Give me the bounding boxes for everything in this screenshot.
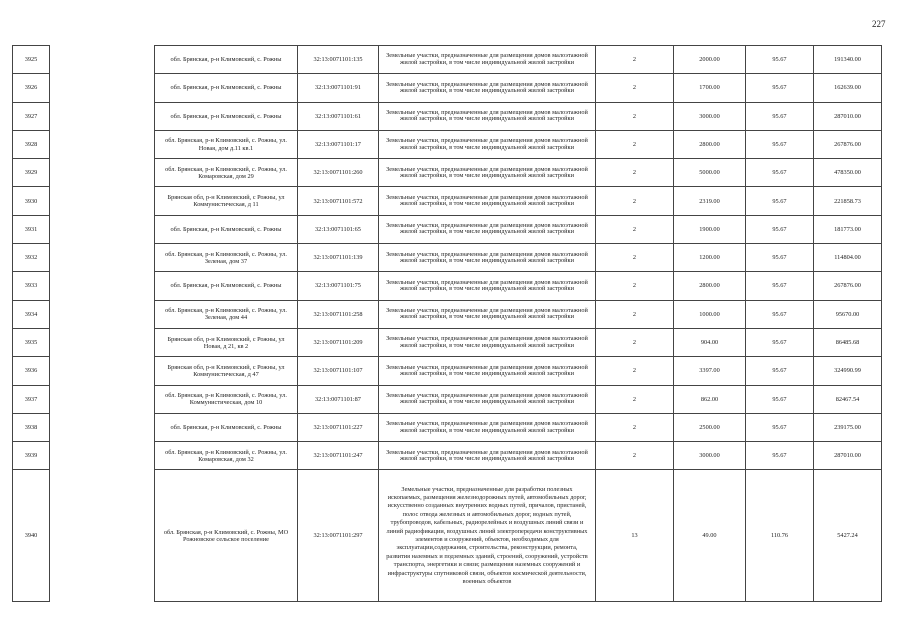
table-row	[13, 272, 882, 300]
gap-cell	[50, 300, 155, 328]
specific-value-cell: 95.67	[746, 187, 814, 215]
land-use-cell: Земельные участки, предназначенные для размещения домов малоэтажной жилой застройки, в том числе индивидуальной жилой застройки	[379, 357, 596, 385]
table-row	[13, 102, 882, 130]
gap-cell	[50, 442, 155, 470]
specific-value-cell: 95.67	[746, 300, 814, 328]
specific-value-cell: 95.67	[746, 130, 814, 158]
row-number-cell: 3940	[13, 470, 50, 602]
address-cell: обл. Брянская, р-н Климовский, с. Рожны	[155, 215, 298, 243]
cadastral-number-cell: 32:13:0071101:17	[298, 130, 379, 158]
land-use-cell: Земельные участки, предназначенные для размещения домов малоэтажной жилой застройки, в том числе индивидуальной жилой застройки	[379, 442, 596, 470]
group-cell: 2	[596, 46, 674, 74]
gap-cell	[50, 385, 155, 413]
cadastral-number-cell: 32:13:0071101:247	[298, 442, 379, 470]
cadastral-value-cell: 324990.99	[814, 357, 882, 385]
area-cell: 904.00	[674, 328, 746, 356]
cadastral-value-cell: 287010.00	[814, 102, 882, 130]
area-cell: 1900.00	[674, 215, 746, 243]
address-cell: обл. Брянская, р-н Климовский, с. Рожны, ул. Зеленая, дом 44	[155, 300, 298, 328]
cadastral-value-cell: 191340.00	[814, 46, 882, 74]
cadastral-number-cell: 32:13:0071101:107	[298, 357, 379, 385]
table-row	[13, 413, 882, 441]
cadastral-value-cell: 267876.00	[814, 130, 882, 158]
group-cell: 2	[596, 357, 674, 385]
cadastral-value-cell: 114804.00	[814, 244, 882, 272]
table-row	[13, 187, 882, 215]
row-number-cell: 3935	[13, 328, 50, 356]
cadastral-value-cell: 287010.00	[814, 442, 882, 470]
table-row	[13, 159, 882, 187]
area-cell: 1700.00	[674, 74, 746, 102]
cadastral-number-cell: 32:13:0071101:209	[298, 328, 379, 356]
area-cell: 3000.00	[674, 102, 746, 130]
address-cell: обл. Брянская, р-н Климовский, с. Рожны, ул. Комаровская, дом 29	[155, 159, 298, 187]
table-row	[13, 215, 882, 243]
group-cell: 2	[596, 385, 674, 413]
group-cell: 2	[596, 300, 674, 328]
group-cell: 13	[596, 470, 674, 602]
land-use-cell: Земельные участки, предназначенные для размещения домов малоэтажной жилой застройки, в том числе индивидуальной жилой застройки	[379, 385, 596, 413]
row-number-cell: 3931	[13, 215, 50, 243]
land-use-cell: Земельные участки, предназначенные для размещения домов малоэтажной жилой застройки, в том числе индивидуальной жилой застройки	[379, 159, 596, 187]
address-cell: обл. Брянская, р-н Климовский, с. Рожны, ул. Новая, дом д.11 кв.1	[155, 130, 298, 158]
table-row	[13, 357, 882, 385]
address-cell: обл. Брянская, р-н Климовский, с. Рожны	[155, 74, 298, 102]
row-number-cell: 3934	[13, 300, 50, 328]
address-cell: Брянская обл, р-н Климовский, с Рожны, ул Коммунистическая, д 11	[155, 187, 298, 215]
group-cell: 2	[596, 244, 674, 272]
address-cell: Брянская обл, р-н Климовский, с Рожны, ул Новая, д 21, кв 2	[155, 328, 298, 356]
land-use-cell: Земельные участки, предназначенные для размещения домов малоэтажной жилой застройки, в том числе индивидуальной жилой застройки	[379, 102, 596, 130]
row-number-cell: 3938	[13, 413, 50, 441]
page-number: 227	[872, 19, 886, 29]
specific-value-cell: 95.67	[746, 413, 814, 441]
cadastral-number-cell: 32:13:0071101:297	[298, 470, 379, 602]
address-cell: обл. Брянская, р-н Климовский, с. Рожны, ул. Зеленая, дом 37	[155, 244, 298, 272]
cadastral-value-cell: 82467.54	[814, 385, 882, 413]
cadastral-number-cell: 32:13:0071101:75	[298, 272, 379, 300]
address-cell: обл. Брянская, р-н Климовский, с. Рожны	[155, 272, 298, 300]
gap-cell	[50, 130, 155, 158]
row-number-cell: 3930	[13, 187, 50, 215]
cadastral-value-cell: 478350.00	[814, 159, 882, 187]
group-cell: 2	[596, 102, 674, 130]
land-use-cell: Земельные участки, предназначенные для размещения домов малоэтажной жилой застройки, в том числе индивидуальной жилой застройки	[379, 46, 596, 74]
group-cell: 2	[596, 215, 674, 243]
row-number-cell: 3933	[13, 272, 50, 300]
area-cell: 49.00	[674, 470, 746, 602]
row-number-cell: 3925	[13, 46, 50, 74]
cadastral-value-cell: 86485.68	[814, 328, 882, 356]
cadastral-value-cell: 239175.00	[814, 413, 882, 441]
table-row	[13, 442, 882, 470]
table-body	[13, 46, 882, 602]
cadastral-value-cell: 221858.73	[814, 187, 882, 215]
gap-cell	[50, 215, 155, 243]
table-row	[13, 74, 882, 102]
cadastral-number-cell: 32:13:0071101:227	[298, 413, 379, 441]
area-cell: 2000.00	[674, 46, 746, 74]
cadastral-number-cell: 32:13:0071101:139	[298, 244, 379, 272]
group-cell: 2	[596, 328, 674, 356]
specific-value-cell: 95.67	[746, 272, 814, 300]
cadastral-value-cell: 95670.00	[814, 300, 882, 328]
cadastral-value-cell: 267876.00	[814, 272, 882, 300]
area-cell: 2500.00	[674, 413, 746, 441]
gap-cell	[50, 46, 155, 74]
gap-cell	[50, 357, 155, 385]
cadastral-number-cell: 32:13:0071101:91	[298, 74, 379, 102]
area-cell: 2800.00	[674, 272, 746, 300]
row-number-cell: 3927	[13, 102, 50, 130]
land-use-cell: Земельные участки, предназначенные для размещения домов малоэтажной жилой застройки, в том числе индивидуальной жилой застройки	[379, 130, 596, 158]
cadastral-value-cell: 5427.24	[814, 470, 882, 602]
area-cell: 3000.00	[674, 442, 746, 470]
row-number-cell: 3932	[13, 244, 50, 272]
area-cell: 5000.00	[674, 159, 746, 187]
row-number-cell: 3928	[13, 130, 50, 158]
gap-cell	[50, 159, 155, 187]
specific-value-cell: 95.67	[746, 46, 814, 74]
table-row	[13, 46, 882, 74]
group-cell: 2	[596, 272, 674, 300]
land-use-cell: Земельные участки, предназначенные для размещения домов малоэтажной жилой застройки, в том числе индивидуальной жилой застройки	[379, 215, 596, 243]
gap-cell	[50, 413, 155, 441]
table-row	[13, 385, 882, 413]
table-row	[13, 130, 882, 158]
land-use-cell: Земельные участки, предназначенные для размещения домов малоэтажной жилой застройки, в том числе индивидуальной жилой застройки	[379, 328, 596, 356]
area-cell: 1200.00	[674, 244, 746, 272]
group-cell: 2	[596, 187, 674, 215]
cadastral-value-cell: 181773.00	[814, 215, 882, 243]
table-row	[13, 300, 882, 328]
cadastral-number-cell: 32:13:0071101:135	[298, 46, 379, 74]
cadastral-number-cell: 32:13:0071101:87	[298, 385, 379, 413]
address-cell: обл. Брянская, р-н Климовский, с. Рожны, ул. Комаровская, дом 32	[155, 442, 298, 470]
specific-value-cell: 95.67	[746, 385, 814, 413]
address-cell: обл. Брянская, р-н Климовский, с. Рожны	[155, 46, 298, 74]
specific-value-cell: 95.67	[746, 74, 814, 102]
row-number-cell: 3926	[13, 74, 50, 102]
group-cell: 2	[596, 442, 674, 470]
cadastral-number-cell: 32:13:0071101:258	[298, 300, 379, 328]
specific-value-cell: 95.67	[746, 159, 814, 187]
land-use-cell: Земельные участки, предназначенные для размещения домов малоэтажной жилой застройки, в том числе индивидуальной жилой застройки	[379, 74, 596, 102]
land-use-cell: Земельные участки, предназначенные для размещения домов малоэтажной жилой застройки, в том числе индивидуальной жилой застройки	[379, 272, 596, 300]
gap-cell	[50, 328, 155, 356]
area-cell: 862.00	[674, 385, 746, 413]
cadastral-number-cell: 32:13:0071101:65	[298, 215, 379, 243]
table-row	[13, 470, 882, 602]
row-number-cell: 3937	[13, 385, 50, 413]
address-cell: Брянская обл, р-н Климовский, с Рожны, ул Коммунистическая, д 47	[155, 357, 298, 385]
land-use-cell: Земельные участки, предназначенные для разработки полезных ископаемых, размещения железнодорожных путей, автомобильных дорог, искусственно созданных внутренних водных путей, причалов, пристаней, полос отвода железных и автомобильных дорог, водных путей, трубопроводов, кабельных, радиорелейных и воздушных линий связи и линий радиофикации, воздушных линий электропередачи конструктивных элементов и сооружений, объектов, необходимых для эксплуатации,содержания, строительства, реконструкции, ремонта, развития наземных и подземных зданий, строений, сооружений, устройств транспорта, энергетики и связи; размещения наземных сооружений и инфраструктуры спутниковой связи, объектов космической деятельности, военных объектов	[379, 470, 596, 602]
land-use-cell: Земельные участки, предназначенные для размещения домов малоэтажной жилой застройки, в том числе индивидуальной жилой застройки	[379, 413, 596, 441]
group-cell: 2	[596, 74, 674, 102]
area-cell: 3397.00	[674, 357, 746, 385]
specific-value-cell: 95.67	[746, 328, 814, 356]
address-cell: обл. Брянская, р-н Климовский, с. Рожны	[155, 102, 298, 130]
address-cell: обл. Брянская, р-н Климовский, с. Рожны, ул. Коммунистическая, дом 10	[155, 385, 298, 413]
table-row	[13, 244, 882, 272]
gap-cell	[50, 244, 155, 272]
gap-cell	[50, 187, 155, 215]
group-cell: 2	[596, 130, 674, 158]
group-cell: 2	[596, 413, 674, 441]
specific-value-cell: 95.67	[746, 357, 814, 385]
row-number-cell: 3936	[13, 357, 50, 385]
specific-value-cell: 110.76	[746, 470, 814, 602]
specific-value-cell: 95.67	[746, 102, 814, 130]
area-cell: 1000.00	[674, 300, 746, 328]
land-use-cell: Земельные участки, предназначенные для размещения домов малоэтажной жилой застройки, в том числе индивидуальной жилой застройки	[379, 300, 596, 328]
gap-cell	[50, 470, 155, 602]
specific-value-cell: 95.67	[746, 442, 814, 470]
cadastral-value-cell: 162639.00	[814, 74, 882, 102]
address-cell: обл. Брянская, р-н Климовский, с. Рожны	[155, 413, 298, 441]
gap-cell	[50, 74, 155, 102]
group-cell: 2	[596, 159, 674, 187]
cadastral-number-cell: 32:13:0071101:61	[298, 102, 379, 130]
cadastral-number-cell: 32:13:0071101:260	[298, 159, 379, 187]
area-cell: 2319.00	[674, 187, 746, 215]
land-use-cell: Земельные участки, предназначенные для размещения домов малоэтажной жилой застройки, в том числе индивидуальной жилой застройки	[379, 187, 596, 215]
specific-value-cell: 95.67	[746, 215, 814, 243]
gap-cell	[50, 272, 155, 300]
land-use-cell: Земельные участки, предназначенные для размещения домов малоэтажной жилой застройки, в том числе индивидуальной жилой застройки	[379, 244, 596, 272]
area-cell: 2800.00	[674, 130, 746, 158]
address-cell: обл. Брянская, р-н Климовский, с. Рожны, МО Рожновское сельское поселение	[155, 470, 298, 602]
row-number-cell: 3939	[13, 442, 50, 470]
table-row	[13, 328, 882, 356]
row-number-cell: 3929	[13, 159, 50, 187]
cadastral-value-table	[12, 45, 882, 602]
specific-value-cell: 95.67	[746, 244, 814, 272]
gap-cell	[50, 102, 155, 130]
cadastral-number-cell: 32:13:0071101:572	[298, 187, 379, 215]
